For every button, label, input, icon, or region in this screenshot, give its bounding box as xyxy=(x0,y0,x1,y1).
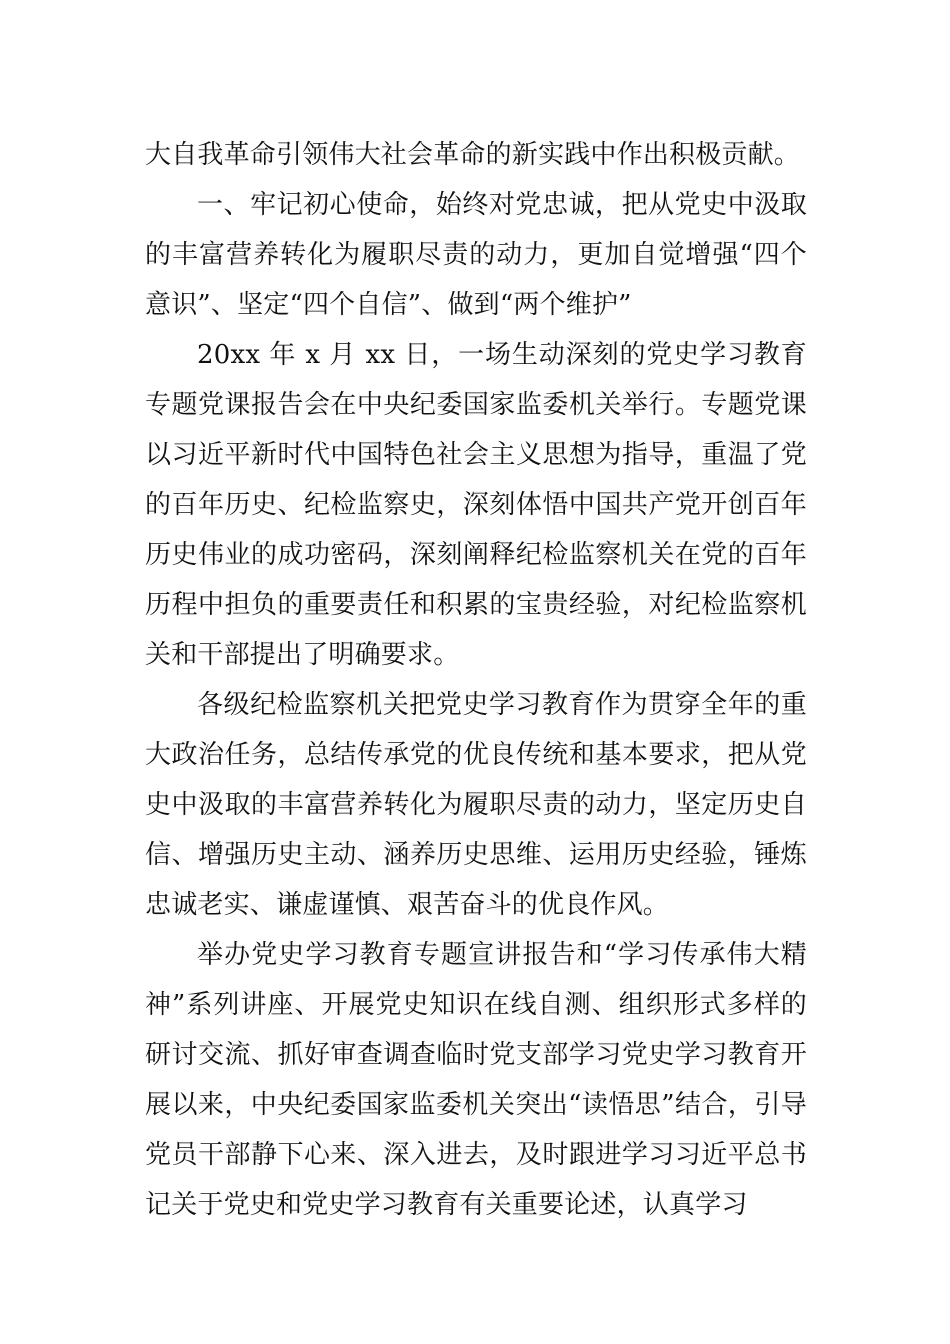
paragraph-5: 举办党史学习教育专题宣讲报告和“学习传承伟大精神”系列讲座、开展党史知识在线自测、组织形式多样的研讨交流、抓好审查调查临时党支部学习党史学习教育开展以来，中央纪委国家监委机关突出“读悟思”结合，引导党员干部静下心来、深入进去，及时跟进学习习近平总书记关于党史和党史学习教育有关重要论述，认真学习 xyxy=(145,940,807,1220)
paragraph-2-heading: 一、牢记初心使命，始终对党忠诚，把从党史中汲取的丰富营养转化为履职尽责的动力，更加自觉增强“四个意识”、坚定“四个自信”、做到“两个维护” xyxy=(145,190,807,320)
paragraph-4: 各级纪检监察机关把党史学习教育作为贯穿全年的重大政治任务，总结传承党的优良传统和基本要求，把从党史中汲取的丰富营养转化为履职尽责的动力，坚定历史自信、增强历史主动、涵养历史思维、运用历史经验，锤炼忠诚老实、谦虚谨慎、艰苦奋斗的优良作风。 xyxy=(145,690,807,920)
document-body xyxy=(145,130,807,1230)
paragraph-3: 20xx 年 x 月 xx 日，一场生动深刻的党史学习教育专题党课报告会在中央纪委国家监委机关举行。专题党课以习近平新时代中国特色社会主义思想为指导，重温了党的百年历史、纪检监察史，深刻体悟中国共产党开创百年历史伟业的成功密码，深刻阐释纪检监察机关在党的百年历程中担负的重要责任和积累的宝贵经验，对纪检监察机关和干部提出了明确要求。 xyxy=(145,340,807,670)
paragraph-1: 大自我革命引领伟大社会革命的新实践中作出积极贡献。 xyxy=(145,140,801,170)
